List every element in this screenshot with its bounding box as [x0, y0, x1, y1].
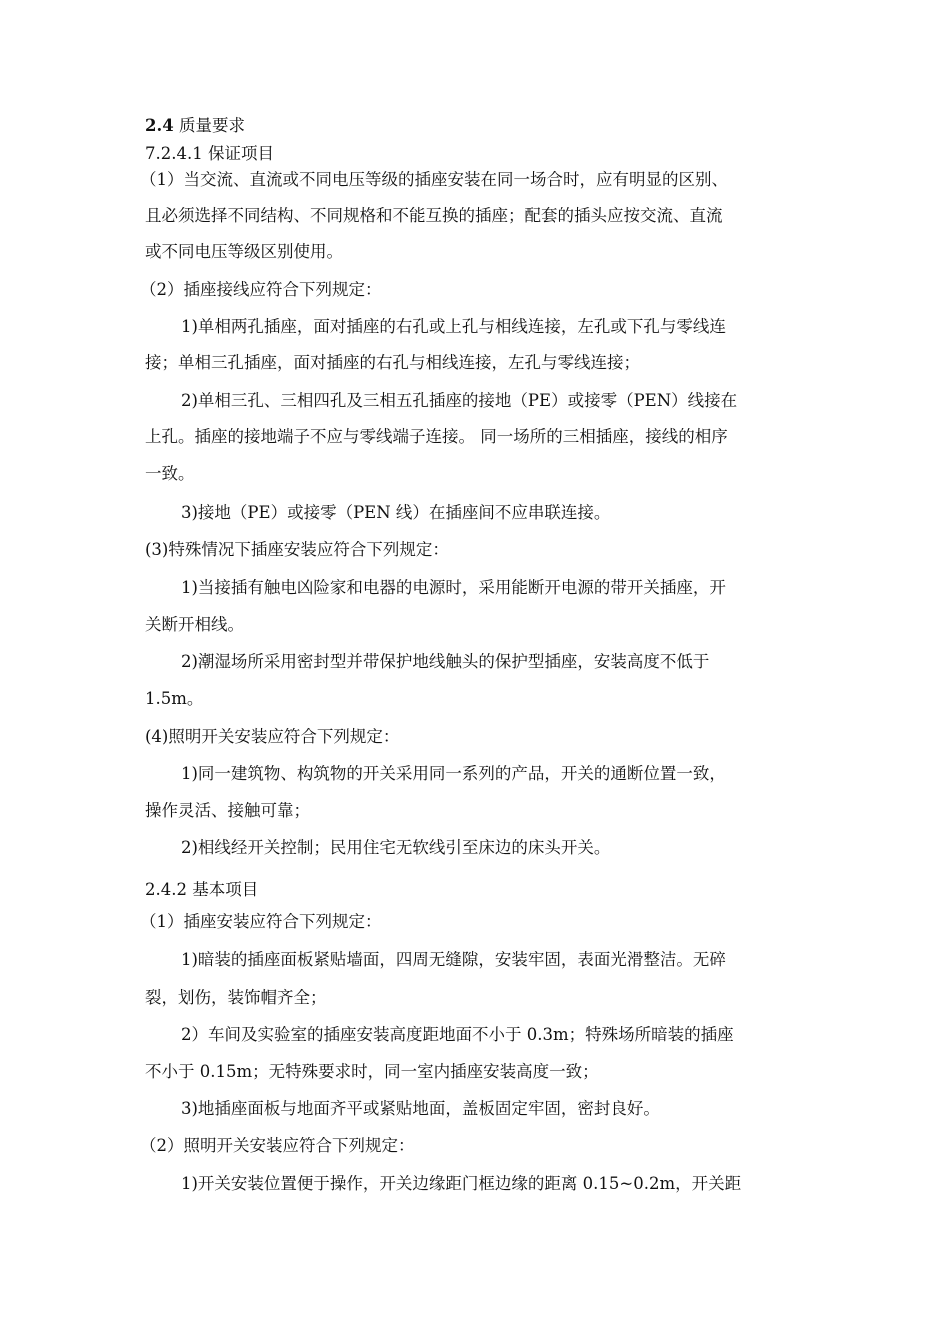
paragraph-line: 2）车间及实验室的插座安装高度距地面不小于 0.3m；特殊场所暗装的插座	[181, 1025, 734, 1044]
section-number: 2.4	[145, 116, 174, 135]
paragraph-line: 1)单相两孔插座，面对插座的右孔或上孔与相线连接，左孔或下孔与零线连	[181, 317, 726, 336]
paragraph-line: （2）插座接线应符合下列规定：	[140, 280, 382, 299]
paragraph-line: 或不同电压等级区别使用。	[145, 242, 343, 261]
paragraph-line: 1)同一建筑物、构筑物的开关采用同一系列的产品，开关的通断位置一致，	[181, 764, 726, 783]
subsection-heading: 7.2.4.1 保证项目	[145, 144, 274, 163]
section-heading	[145, 116, 245, 136]
paragraph-line: 3)接地（PE）或接零（PEN 线）在插座间不应串联连接。	[181, 503, 611, 522]
paragraph-line: 关断开相线。	[145, 615, 244, 634]
paragraph-line: 接；单相三孔插座，面对插座的右孔与相线连接，左孔与零线连接；	[145, 353, 640, 372]
paragraph-line: 2)单相三孔、三相四孔及三相五孔插座的接地（PE）或接零（PEN）线接在	[181, 391, 738, 410]
paragraph-line: 且必须选择不同结构、不同规格和不能互换的插座；配套的插头应按交流、直流	[145, 206, 723, 225]
paragraph-line: （2）照明开关安装应符合下列规定：	[140, 1136, 415, 1155]
paragraph-line: (3)特殊情况下插座安装应符合下列规定：	[145, 540, 449, 559]
paragraph-line: （1）插座安装应符合下列规定：	[140, 912, 382, 931]
subsection-heading: 2.4.2 基本项目	[145, 880, 259, 899]
paragraph-line: (4)照明开关安装应符合下列规定：	[145, 727, 400, 746]
paragraph-line: 1.5m。	[145, 689, 204, 708]
paragraph-line: 2)相线经开关控制；民用住宅无软线引至床边的床头开关。	[181, 838, 611, 857]
paragraph-line: 1)开关安装位置便于操作，开关边缘距门框边缘的距离 0.15~0.2m，开关距	[181, 1174, 742, 1193]
paragraph-line: 1)暗装的插座面板紧贴墙面，四周无缝隙，安装牢固，表面光滑整洁。无碎	[181, 950, 726, 969]
paragraph-line: 2)潮湿场所采用密封型并带保护地线触头的保护型插座，安装高度不低于	[181, 652, 710, 671]
section-title: 质量要求	[178, 116, 245, 135]
paragraph-line: 操作灵活、接触可靠；	[145, 801, 310, 820]
paragraph-line: 上孔。插座的接地端子不应与零线端子连接。 同一场所的三相插座，接线的相序	[145, 427, 728, 446]
paragraph-line: 1)当接插有触电凶险家和电器的电源时，采用能断开电源的带开关插座，开	[181, 578, 726, 597]
paragraph-line: 3)地插座面板与地面齐平或紧贴地面，盖板固定牢固，密封良好。	[181, 1099, 660, 1118]
paragraph-line: 裂，划伤，装饰帽齐全；	[145, 988, 327, 1007]
paragraph-line: （1）当交流、直流或不同电压等级的插座安装在同一场合时，应有明显的区别、	[140, 170, 728, 189]
paragraph-line: 一致。	[145, 464, 195, 483]
paragraph-line: 不小于 0.15m；无特殊要求时，同一室内插座安装高度一致；	[145, 1062, 599, 1081]
